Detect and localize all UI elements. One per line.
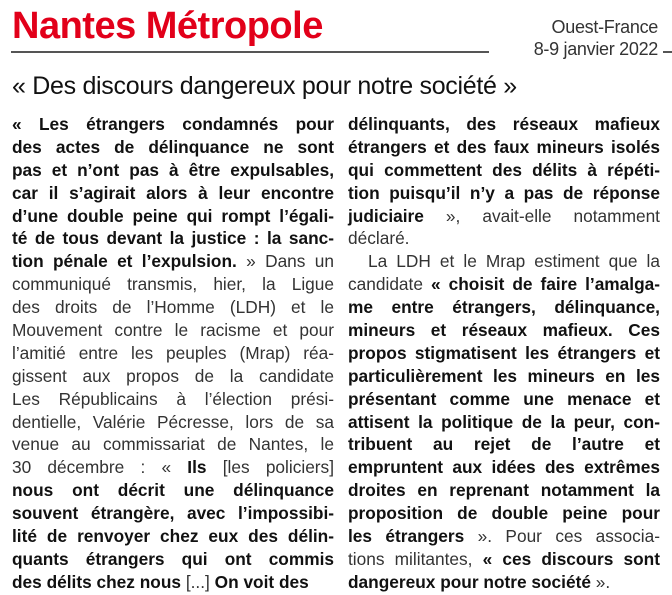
quote-text: les étrangers [348,526,478,547]
text-line [12,182,334,205]
quote-text: tion puisqu’il n’y a pas de réponse [348,182,660,203]
text-line [12,456,334,479]
text-line [348,296,660,319]
body-text: [les policiers] [206,457,335,478]
body-text: gissent aux propos de la candidate [12,365,334,386]
body-text: communiqué transmis, hier, la Ligue [12,274,334,295]
header-rule-end [663,51,672,53]
text-line [348,227,660,250]
text-line [348,456,660,479]
source-name: Ouest-France [551,17,658,37]
quote-text: étrangers et des faux mineurs isolés [348,136,660,157]
quote-text: droites en reprenant notamment la [348,480,660,501]
quote-text: des délits chez nous [12,571,186,592]
body-text: candidate [348,274,431,295]
text-line [12,411,334,434]
article-column-left [12,113,334,594]
quote-text: On voit des [214,571,309,592]
text-line [348,433,660,456]
text-line [348,136,660,159]
text-line [12,548,334,571]
text-line [348,182,660,205]
body-text: tions militantes, [348,548,483,569]
body-text: venue au commissariat de Nantes, le [12,434,334,455]
article-column-right [348,113,660,594]
quote-text: lité de renvoyer chez eux des délin- [12,526,334,547]
quote-text: car il s’agirait alors à leur encontre [12,182,334,203]
text-line [12,273,334,296]
quote-text: tribuent au rejet de l’autre et [348,434,660,455]
quote-text: judiciaire [348,205,446,226]
page-header [0,0,672,60]
text-line [348,113,660,136]
body-text: [...] [185,571,215,592]
quote-text: « Les étrangers condamnés pour [12,114,334,134]
quote-text: nous ont décrit une délinquance [12,480,334,501]
text-line [12,296,334,319]
text-line [348,159,660,182]
text-line [348,388,660,411]
text-line [348,548,660,571]
text-line [12,433,334,456]
quote-text: pas et n’ont pas à être expulsables, [12,159,334,180]
section-title: Nantes Métropole [12,5,323,47]
quote-text: tion pénale et l’expulsion. [12,251,247,272]
source-date: 8-9 janvier 2022 [533,39,658,59]
text-line [12,479,334,502]
quote-text: particulièrement les mineurs en les [348,365,660,386]
text-line [12,365,334,388]
quote-text: propos stigmatisent les étrangers et [348,342,660,363]
quote-text: « choisit de faire l’amalga- [430,274,661,295]
text-line [12,205,334,228]
body-text: » Dans un [246,251,334,272]
quote-text: d’une double peine qui rompt l’égali- [12,205,334,226]
article-headline: « Des discours dangereux pour notre société » [12,72,517,100]
quote-text: délinquants, des réseaux mafieux [348,114,660,134]
quote-text: attisent la politique de la peur, con- [348,411,660,432]
quote-text: des actes de délinquance ne sont [12,136,334,157]
text-line [12,525,334,548]
text-line [348,205,660,228]
quote-text: mineurs et réseaux mafieux. Ces [348,320,660,341]
quote-text: présentant comme une menace et [348,388,660,409]
quote-text: quants étrangers qui ont commis [12,548,334,569]
text-line [348,319,660,342]
text-line [348,365,660,388]
text-line [348,571,660,594]
quote-text: empruntent aux idées des extrêmes [348,457,660,478]
text-line [12,227,334,250]
quote-text: « ces discours sont [482,548,660,569]
text-line [12,502,334,525]
body-text: l’amitié entre les peuples (Mrap) réa- [12,342,334,363]
body-text: dentielle, Valérie Pécresse, lors de sa [12,411,334,432]
text-line [12,319,334,342]
quote-text: qui commettent des délits à répéti- [348,159,660,180]
text-line [348,479,660,502]
text-line [348,342,660,365]
body-text: ». [595,571,611,592]
quote-text: dangereux pour notre société [348,571,596,592]
text-line [12,136,334,159]
quote-text: souvent étrangère, avec l’impossibi- [12,503,334,524]
text-line [348,502,660,525]
text-line [12,388,334,411]
body-text: déclaré. [348,228,410,249]
text-line [12,113,334,136]
body-text: Mouvement contre le racisme et pour [12,320,334,341]
text-line [348,273,660,296]
quote-text: me entre étrangers, délinquance, [348,297,660,318]
text-line [12,250,334,273]
body-text: 30 décembre : « [12,457,188,478]
body-text: La LDH et le Mrap estiment que la [368,251,660,272]
source-block [534,16,658,60]
body-text: ». Pour ces associa- [477,526,660,547]
quote-text: Ils [187,457,207,478]
body-text: », avait-elle notamment [445,205,660,226]
body-text: Les Républicains à l’élection prési- [12,388,334,409]
text-line [12,342,334,365]
text-line [348,525,660,548]
text-line [12,571,334,594]
text-line [12,159,334,182]
quote-text: té de tous devant la justice : la sanc- [12,228,334,249]
body-text: des droits de l’Homme (LDH) et le [12,297,334,318]
quote-text: proposition de double peine pour [348,503,660,524]
text-line [348,250,660,273]
header-rule [11,51,489,53]
text-line [348,411,660,434]
